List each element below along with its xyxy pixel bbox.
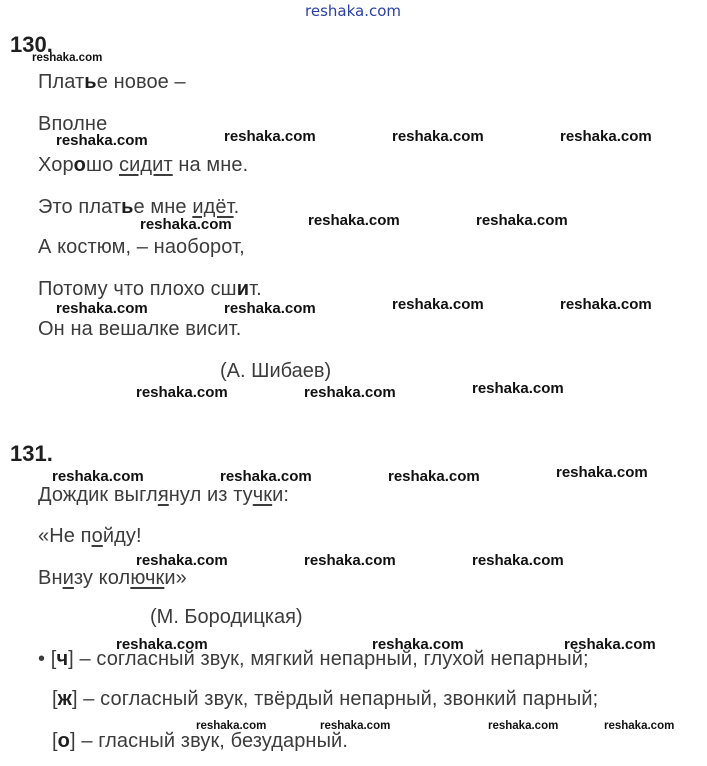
watermark: reshaka.com xyxy=(304,552,396,569)
ex131-author: (М. Бородицкая) xyxy=(150,606,303,628)
watermark: reshaka.com xyxy=(488,720,559,732)
underlined-text: я xyxy=(157,484,169,506)
watermark: reshaka.com xyxy=(472,380,564,397)
text-segment: и: xyxy=(272,484,290,506)
phonetic-text: – согласный звук, твёрдый непарный, звонкий парный; xyxy=(77,688,599,710)
text-segment: шо xyxy=(86,154,120,176)
watermark: reshaka.com xyxy=(52,468,144,485)
watermark: reshaka.com xyxy=(224,300,316,317)
watermark: reshaka.com xyxy=(116,636,208,653)
watermark: reshaka.com xyxy=(320,720,391,732)
watermark: reshaka.com xyxy=(136,384,228,401)
text-segment: Потому что плохо сш xyxy=(38,278,237,300)
text-segment: Вполне xyxy=(38,113,108,135)
ex131-line-1 xyxy=(38,484,289,507)
text-segment: на мне. xyxy=(172,154,249,176)
sound-zh: ж xyxy=(57,688,72,710)
text-segment: йду! xyxy=(102,525,142,547)
text-segment: нул из ту xyxy=(168,484,253,506)
phonetic-text: – согласный звук, мягкий непарный, глухой непарный; xyxy=(73,648,589,670)
underlined-text: чк xyxy=(252,484,273,506)
watermark: reshaka.com xyxy=(196,720,267,732)
bracket-open: [ xyxy=(52,730,58,752)
highlighted-letter: ь xyxy=(121,196,134,218)
watermark: reshaka.com xyxy=(564,636,656,653)
watermark: reshaka.com xyxy=(220,468,312,485)
watermark: reshaka.com xyxy=(472,552,564,569)
text-segment: «Не п xyxy=(38,525,92,547)
text-segment: Плат xyxy=(38,71,85,93)
watermark: reshaka.com xyxy=(56,300,148,317)
text-segment: Вн xyxy=(38,567,63,589)
watermark: reshaka.com xyxy=(392,296,484,313)
highlighted-letter: о xyxy=(73,154,86,176)
text-segment: и» xyxy=(164,567,187,589)
site-header[interactable]: reshaka.com xyxy=(305,2,401,20)
watermark: reshaka.com xyxy=(372,636,464,653)
phonetic-line-zh xyxy=(52,688,598,711)
bracket-close: ] xyxy=(68,648,74,670)
ex130-author: (А. Шибаев) xyxy=(220,360,332,382)
watermark: reshaka.com xyxy=(388,468,480,485)
watermark: reshaka.com xyxy=(136,552,228,569)
watermark: reshaka.com xyxy=(476,212,568,229)
exercise-131-number: 131. xyxy=(10,441,53,466)
text-segment: А костюм, – наоборот, xyxy=(38,236,245,258)
sound-o: о xyxy=(57,730,70,752)
text-segment: Это плат xyxy=(38,196,122,218)
ex130-line-3 xyxy=(38,154,248,177)
exercise-130-number: 130. xyxy=(10,32,53,57)
underlined-text: о xyxy=(91,525,103,547)
text-segment: т. xyxy=(249,278,262,300)
watermark: reshaka.com xyxy=(560,296,652,313)
watermark: reshaka.com xyxy=(224,128,316,145)
text-segment: Он на вешалке висит. xyxy=(38,318,242,340)
bracket-close: ] xyxy=(71,688,78,710)
highlighted-letter: и xyxy=(236,278,250,300)
sound-ch: ч xyxy=(56,648,69,670)
underlined-text: чк xyxy=(144,567,165,589)
watermark: reshaka.com xyxy=(308,212,400,229)
watermark: reshaka.com xyxy=(556,464,648,481)
watermark: reshaka.com xyxy=(32,52,103,64)
text-segment: Дождик выгл xyxy=(38,484,158,506)
underlined-text: сидит xyxy=(119,154,173,176)
bracket-close: ] xyxy=(70,730,76,752)
ex131-line-3 xyxy=(38,567,187,590)
bracket-open: [ xyxy=(50,648,57,670)
ex130-line-1 xyxy=(38,71,186,94)
watermark: reshaka.com xyxy=(560,128,652,145)
watermark: reshaka.com xyxy=(140,216,232,233)
text-segment: . xyxy=(233,196,240,218)
text-segment: зу кол xyxy=(73,567,131,589)
phonetic-line-o xyxy=(52,730,348,753)
text-segment: е новое – xyxy=(96,71,186,93)
underlined-text: и xyxy=(62,567,74,589)
watermark: reshaka.com xyxy=(604,720,675,732)
highlighted-letter: ь xyxy=(84,71,97,93)
watermark: reshaka.com xyxy=(304,384,396,401)
underlined-text: ю xyxy=(130,567,145,589)
watermark: reshaka.com xyxy=(392,128,484,145)
text-segment: е мне xyxy=(133,196,193,218)
bullet: • xyxy=(38,648,51,670)
ex130-line-6 xyxy=(38,278,262,301)
ex130-line-5 xyxy=(38,236,245,259)
ex131-line-2 xyxy=(38,525,142,548)
watermark: reshaka.com xyxy=(56,132,148,149)
phonetic-text: – гласный звук, безударный. xyxy=(75,730,348,752)
ex130-line-7 xyxy=(38,318,241,341)
text-segment: Хор xyxy=(38,154,74,176)
bracket-open: [ xyxy=(52,688,58,710)
underlined-text: идёт xyxy=(192,196,234,218)
